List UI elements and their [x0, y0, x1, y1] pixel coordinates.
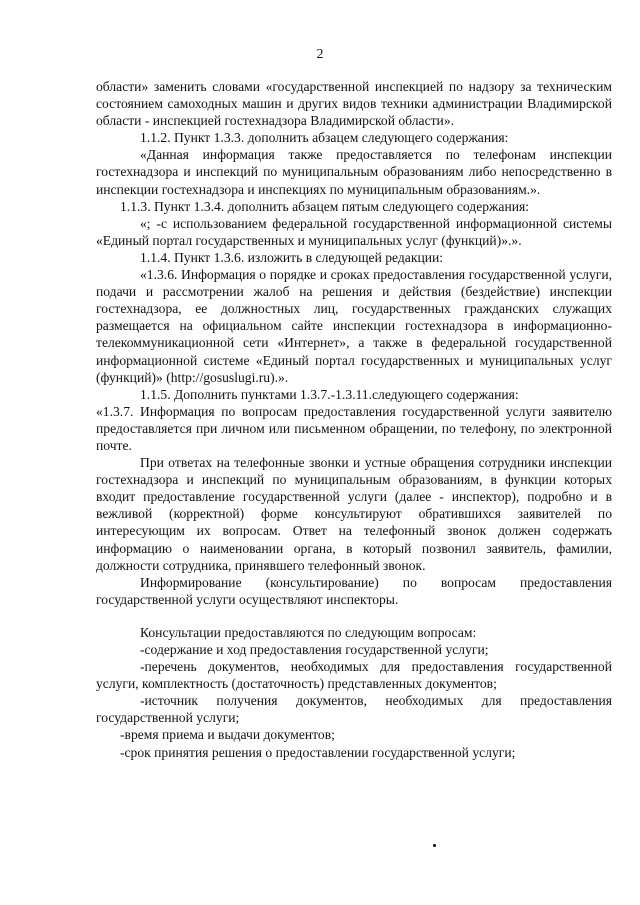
paragraph: 1.1.2. Пункт 1.3.3. дополнить абзацем следующего содержания:: [140, 130, 509, 146]
paragraph: «; -с использованием федеральной государственной информационной системы «Единый портал государственных и муниципальных услуг (функций)».».: [96, 215, 612, 248]
list-heading: Консультации предоставляются по следующим вопросам:: [140, 624, 477, 640]
paragraph: Информирование (консультирование) по вопросам предоставления государственной услуги осуществляют инспекторы.: [96, 574, 612, 607]
list-item: -время приема и выдачи документов;: [120, 727, 335, 743]
list-item: -источник получения документов, необходимых для предоставления государственной услуги;: [96, 693, 612, 726]
paragraph: При ответах на телефонные звонки и устные обращения сотрудники инспекции гостехнадзора и инспекций по муниципальным образованиям, в функции которых входит предоставление государственной услуги (далее - инспектор), подробно и в вежливой (корректной) форме консультируют обратившихся заявителей по интересующим их вопросам. Ответ на телефонный звонок должен содержать информацию о наименовании органа, в который позвонил заявитель, фамилии, должности сотрудника, принявшего телефонный звонок.: [96, 455, 612, 573]
paragraph: «1.3.7. Информация по вопросам предоставления государственной услуги заявителю предоставляется при личном или письменном обращении, по телефону, по электронной почте.: [96, 403, 612, 453]
list-item: -перечень документов, необходимых для предоставления государственной услуги, комплектность (достаточность) представленных документов;: [96, 659, 612, 692]
paragraph: 1.1.3. Пункт 1.3.4. дополнить абзацем пятым следующего содержания:: [120, 198, 530, 214]
list-item: -срок принятия решения о предоставлении государственной услуги;: [120, 744, 516, 760]
page-number: 2: [316, 47, 324, 62]
list-item: -содержание и ход предоставления государственной услуги;: [140, 642, 489, 657]
paragraph-gap: [96, 608, 612, 624]
scan-speck: [433, 844, 436, 847]
paragraph: «1.3.6. Информация о порядке и сроках предоставления государственной услуги, подачи и рассмотрении жалоб на решения и действия (бездействие) инспекции гостехнадзора, ее должностных лиц, государственных гражданских служащих размещается на официальном сайте инспекции гостехнадзора в информационно-телекоммуникационной сети «Интернет», а также в федеральной государственной информационной системе «Единый портал государственных и муниципальных услуг (функций)» (http://gosuslugi.ru).».: [96, 267, 612, 385]
paragraph: области» заменить словами «государственной инспекцией по надзору за техническим состоянием самоходных машин и других видов техники администрации Владимирской области - инспекцией гостехнадзора Владимирской области».: [96, 79, 612, 129]
paragraph: 1.1.5. Дополнить пунктами 1.3.7.-1.3.11.следующего содержания:: [140, 386, 519, 402]
paragraph: «Данная информация также предоставляется по телефонам инспекции гостехнадзора и инспекций по муниципальным образованиям либо непосредственно в инспекции гостехнадзора и инспекциях по муниципальным образованиям.».: [96, 147, 612, 197]
paragraph: 1.1.4. Пункт 1.3.6. изложить в следующей редакции:: [140, 249, 444, 265]
document-body: [96, 78, 612, 761]
